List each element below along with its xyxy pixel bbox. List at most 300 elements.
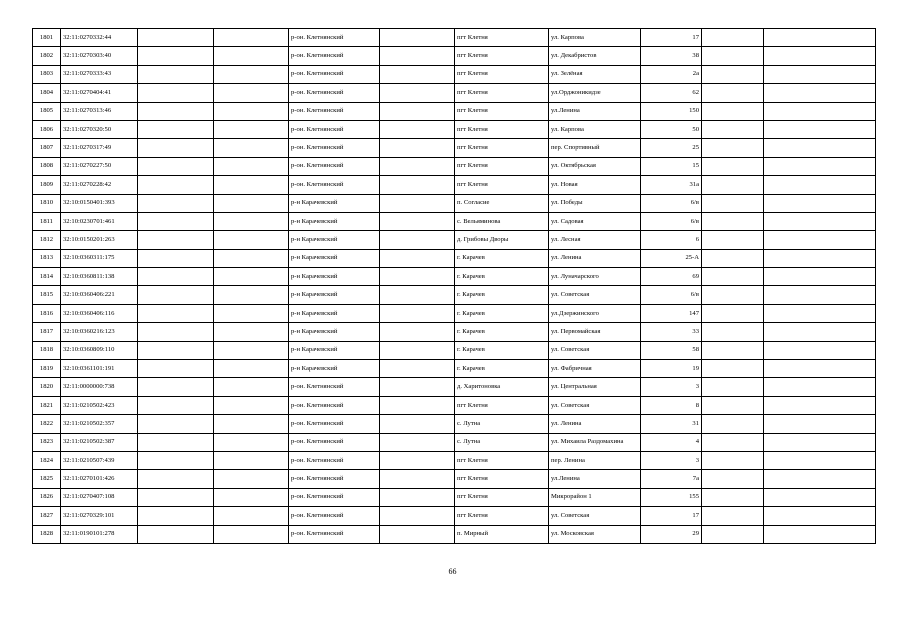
registry-table	[32, 28, 876, 544]
street-cell: ул. Советская	[549, 396, 641, 414]
street-cell: ул.Дзержинского	[549, 304, 641, 322]
empty-cell	[138, 525, 214, 543]
row-number-cell: 1816	[33, 304, 61, 322]
empty-cell	[380, 396, 455, 414]
district-cell: р-он. Клетнянский	[289, 396, 380, 414]
empty-cell	[764, 120, 876, 138]
street-cell: ул. Зелёная	[549, 65, 641, 83]
empty-cell	[764, 323, 876, 341]
district-cell: р-н Карачевский	[289, 268, 380, 286]
empty-cell	[214, 470, 289, 488]
cadastral-number-cell: 32:11:0270333:43	[61, 65, 138, 83]
empty-cell	[214, 488, 289, 506]
row-number-cell: 1809	[33, 176, 61, 194]
empty-cell	[214, 415, 289, 433]
house-number-cell: 15	[641, 157, 702, 175]
empty-cell	[380, 120, 455, 138]
house-number-cell: 6	[641, 231, 702, 249]
table-row	[33, 212, 876, 230]
empty-cell	[702, 415, 764, 433]
street-cell: ул.Орджоникидзе	[549, 84, 641, 102]
table-row	[33, 360, 876, 378]
empty-cell	[702, 268, 764, 286]
cadastral-number-cell: 32:11:0270227:50	[61, 157, 138, 175]
empty-cell	[764, 194, 876, 212]
locality-cell: д. Грибовы Дворы	[455, 231, 549, 249]
district-cell: р-н Карачевский	[289, 360, 380, 378]
locality-cell: пгт Клетня	[455, 84, 549, 102]
empty-cell	[764, 507, 876, 525]
table-row	[33, 304, 876, 322]
locality-cell: пгт Клетня	[455, 451, 549, 469]
empty-cell	[764, 433, 876, 451]
empty-cell	[764, 378, 876, 396]
house-number-cell: 31	[641, 415, 702, 433]
empty-cell	[702, 249, 764, 267]
empty-cell	[214, 341, 289, 359]
empty-cell	[380, 415, 455, 433]
empty-cell	[214, 268, 289, 286]
row-number-cell: 1818	[33, 341, 61, 359]
empty-cell	[380, 286, 455, 304]
cadastral-number-cell: 32:10:0360311:175	[61, 249, 138, 267]
locality-cell: г. Карачев	[455, 304, 549, 322]
empty-cell	[214, 176, 289, 194]
empty-cell	[380, 102, 455, 120]
empty-cell	[138, 286, 214, 304]
table-row	[33, 268, 876, 286]
empty-cell	[702, 194, 764, 212]
street-cell: ул. Ленина	[549, 415, 641, 433]
locality-cell: с. Вельяминова	[455, 212, 549, 230]
house-number-cell: 50	[641, 120, 702, 138]
empty-cell	[214, 194, 289, 212]
empty-cell	[138, 212, 214, 230]
locality-cell: пгт Клетня	[455, 488, 549, 506]
page-number: 66	[448, 567, 457, 576]
empty-cell	[380, 47, 455, 65]
empty-cell	[138, 396, 214, 414]
street-cell: ул. Октябрьская	[549, 157, 641, 175]
row-number-cell: 1814	[33, 268, 61, 286]
district-cell: р-он. Клетнянский	[289, 507, 380, 525]
cadastral-number-cell: 32:11:0000000:738	[61, 378, 138, 396]
street-cell: ул. Луначарского	[549, 268, 641, 286]
empty-cell	[764, 84, 876, 102]
empty-cell	[702, 360, 764, 378]
street-cell: ул.Ленина	[549, 102, 641, 120]
house-number-cell: 25-А	[641, 249, 702, 267]
empty-cell	[214, 525, 289, 543]
empty-cell	[138, 194, 214, 212]
empty-cell	[764, 212, 876, 230]
cadastral-number-cell: 32:11:0190101:278	[61, 525, 138, 543]
empty-cell	[764, 341, 876, 359]
district-cell: р-он. Клетнянский	[289, 84, 380, 102]
row-number-cell: 1807	[33, 139, 61, 157]
district-cell: р-он. Клетнянский	[289, 29, 380, 47]
cadastral-number-cell: 32:10:0361101:191	[61, 360, 138, 378]
street-cell: ул. Декабристов	[549, 47, 641, 65]
table-row	[33, 29, 876, 47]
empty-cell	[764, 47, 876, 65]
locality-cell: г. Карачев	[455, 249, 549, 267]
empty-cell	[764, 249, 876, 267]
district-cell: р-н Карачевский	[289, 212, 380, 230]
empty-cell	[214, 84, 289, 102]
empty-cell	[214, 304, 289, 322]
empty-cell	[764, 29, 876, 47]
empty-cell	[214, 47, 289, 65]
locality-cell: пгт Клетня	[455, 176, 549, 194]
row-number-cell: 1826	[33, 488, 61, 506]
empty-cell	[214, 286, 289, 304]
empty-cell	[214, 29, 289, 47]
empty-cell	[702, 304, 764, 322]
table-row	[33, 84, 876, 102]
street-cell: ул. Московская	[549, 525, 641, 543]
empty-cell	[380, 304, 455, 322]
empty-cell	[764, 470, 876, 488]
empty-cell	[380, 268, 455, 286]
empty-cell	[702, 470, 764, 488]
empty-cell	[764, 488, 876, 506]
house-number-cell: 155	[641, 488, 702, 506]
empty-cell	[380, 323, 455, 341]
row-number-cell: 1804	[33, 84, 61, 102]
locality-cell: пгт Клетня	[455, 396, 549, 414]
empty-cell	[764, 102, 876, 120]
locality-cell: пгт Клетня	[455, 29, 549, 47]
table-row	[33, 470, 876, 488]
empty-cell	[214, 451, 289, 469]
empty-cell	[702, 507, 764, 525]
cadastral-number-cell: 32:11:0270407:108	[61, 488, 138, 506]
house-number-cell: 8	[641, 396, 702, 414]
empty-cell	[138, 84, 214, 102]
empty-cell	[138, 323, 214, 341]
table-row	[33, 65, 876, 83]
table-row	[33, 323, 876, 341]
street-cell: ул. Фабричная	[549, 360, 641, 378]
house-number-cell: 7а	[641, 470, 702, 488]
table-body	[33, 29, 876, 544]
empty-cell	[702, 47, 764, 65]
cadastral-number-cell: 32:11:0210507:439	[61, 451, 138, 469]
empty-cell	[764, 286, 876, 304]
empty-cell	[702, 323, 764, 341]
house-number-cell: 6/в	[641, 194, 702, 212]
street-cell: ул. Карпова	[549, 29, 641, 47]
empty-cell	[380, 470, 455, 488]
cadastral-number-cell: 32:11:0270317:49	[61, 139, 138, 157]
street-cell: ул. Советская	[549, 286, 641, 304]
empty-cell	[702, 341, 764, 359]
table-row	[33, 488, 876, 506]
empty-cell	[702, 396, 764, 414]
locality-cell: г. Карачев	[455, 268, 549, 286]
row-number-cell: 1828	[33, 525, 61, 543]
street-cell: Микрорайон 1	[549, 488, 641, 506]
empty-cell	[380, 65, 455, 83]
empty-cell	[702, 451, 764, 469]
house-number-cell: 31а	[641, 176, 702, 194]
district-cell: р-он. Клетнянский	[289, 139, 380, 157]
row-number-cell: 1805	[33, 102, 61, 120]
empty-cell	[764, 176, 876, 194]
empty-cell	[764, 65, 876, 83]
empty-cell	[214, 231, 289, 249]
district-cell: р-он. Клетнянский	[289, 525, 380, 543]
empty-cell	[764, 360, 876, 378]
table-row	[33, 157, 876, 175]
empty-cell	[380, 433, 455, 451]
cadastral-number-cell: 32:11:0270320:50	[61, 120, 138, 138]
empty-cell	[702, 120, 764, 138]
street-cell: ул. Советская	[549, 507, 641, 525]
district-cell: р-н Карачевский	[289, 323, 380, 341]
house-number-cell: 150	[641, 102, 702, 120]
district-cell: р-он. Клетнянский	[289, 470, 380, 488]
locality-cell: пгт Клетня	[455, 507, 549, 525]
cadastral-number-cell: 32:10:0360811:138	[61, 268, 138, 286]
table-row	[33, 451, 876, 469]
empty-cell	[214, 396, 289, 414]
empty-cell	[702, 65, 764, 83]
empty-cell	[702, 433, 764, 451]
cadastral-number-cell: 32:10:0360809:110	[61, 341, 138, 359]
empty-cell	[138, 507, 214, 525]
house-number-cell: 6/в	[641, 212, 702, 230]
house-number-cell: 29	[641, 525, 702, 543]
locality-cell: г. Карачев	[455, 360, 549, 378]
row-number-cell: 1821	[33, 396, 61, 414]
table-row	[33, 194, 876, 212]
empty-cell	[138, 231, 214, 249]
cadastral-number-cell: 32:11:0210502:423	[61, 396, 138, 414]
locality-cell: с. Лутна	[455, 415, 549, 433]
district-cell: р-н Карачевский	[289, 286, 380, 304]
table-row	[33, 286, 876, 304]
locality-cell: пгт Клетня	[455, 139, 549, 157]
empty-cell	[138, 451, 214, 469]
empty-cell	[702, 525, 764, 543]
empty-cell	[138, 102, 214, 120]
district-cell: р-он. Клетнянский	[289, 120, 380, 138]
street-cell: ул. Первомайская	[549, 323, 641, 341]
empty-cell	[764, 139, 876, 157]
street-cell: ул. Победы	[549, 194, 641, 212]
cadastral-number-cell: 32:10:0150401:393	[61, 194, 138, 212]
cadastral-number-cell: 32:11:0270404:41	[61, 84, 138, 102]
locality-cell: д. Харитоновка	[455, 378, 549, 396]
cadastral-number-cell: 32:11:0270313:46	[61, 102, 138, 120]
empty-cell	[764, 268, 876, 286]
table-row	[33, 341, 876, 359]
table-row	[33, 47, 876, 65]
district-cell: р-он. Клетнянский	[289, 176, 380, 194]
district-cell: р-он. Клетнянский	[289, 433, 380, 451]
district-cell: р-он. Клетнянский	[289, 157, 380, 175]
empty-cell	[702, 157, 764, 175]
street-cell: пер. Ленина	[549, 451, 641, 469]
house-number-cell: 6/в	[641, 286, 702, 304]
empty-cell	[138, 378, 214, 396]
empty-cell	[702, 212, 764, 230]
district-cell: р-н Карачевский	[289, 304, 380, 322]
empty-cell	[380, 29, 455, 47]
row-number-cell: 1825	[33, 470, 61, 488]
empty-cell	[380, 84, 455, 102]
house-number-cell: 17	[641, 507, 702, 525]
district-cell: р-он. Клетнянский	[289, 451, 380, 469]
empty-cell	[214, 212, 289, 230]
district-cell: р-н Карачевский	[289, 194, 380, 212]
empty-cell	[380, 231, 455, 249]
street-cell: ул. Ленина	[549, 249, 641, 267]
locality-cell: с. Лутна	[455, 433, 549, 451]
empty-cell	[764, 451, 876, 469]
district-cell: р-он. Клетнянский	[289, 378, 380, 396]
cadastral-number-cell: 32:10:0360406:221	[61, 286, 138, 304]
table-row	[33, 525, 876, 543]
house-number-cell: 3	[641, 378, 702, 396]
street-cell: ул. Советская	[549, 341, 641, 359]
row-number-cell: 1817	[33, 323, 61, 341]
cadastral-number-cell: 32:11:0270329:101	[61, 507, 138, 525]
street-cell: ул. Карпова	[549, 120, 641, 138]
empty-cell	[214, 507, 289, 525]
table-row	[33, 249, 876, 267]
house-number-cell: 33	[641, 323, 702, 341]
empty-cell	[380, 507, 455, 525]
empty-cell	[138, 268, 214, 286]
empty-cell	[138, 415, 214, 433]
empty-cell	[702, 231, 764, 249]
locality-cell: пгт Клетня	[455, 102, 549, 120]
empty-cell	[380, 139, 455, 157]
empty-cell	[764, 157, 876, 175]
house-number-cell: 17	[641, 29, 702, 47]
row-number-cell: 1819	[33, 360, 61, 378]
empty-cell	[214, 120, 289, 138]
row-number-cell: 1815	[33, 286, 61, 304]
empty-cell	[764, 304, 876, 322]
empty-cell	[702, 102, 764, 120]
empty-cell	[380, 360, 455, 378]
table-row	[33, 102, 876, 120]
locality-cell: г. Карачев	[455, 286, 549, 304]
empty-cell	[702, 176, 764, 194]
house-number-cell: 19	[641, 360, 702, 378]
empty-cell	[380, 341, 455, 359]
empty-cell	[138, 47, 214, 65]
house-number-cell: 58	[641, 341, 702, 359]
table-row	[33, 176, 876, 194]
street-cell: ул. Новая	[549, 176, 641, 194]
empty-cell	[380, 212, 455, 230]
locality-cell: пгт Клетня	[455, 47, 549, 65]
cadastral-number-cell: 32:11:0210502:387	[61, 433, 138, 451]
table-row	[33, 139, 876, 157]
empty-cell	[380, 525, 455, 543]
locality-cell: г. Карачев	[455, 323, 549, 341]
district-cell: р-н Карачевский	[289, 341, 380, 359]
empty-cell	[764, 525, 876, 543]
row-number-cell: 1802	[33, 47, 61, 65]
empty-cell	[380, 157, 455, 175]
row-number-cell: 1808	[33, 157, 61, 175]
table-row	[33, 120, 876, 138]
empty-cell	[214, 378, 289, 396]
cadastral-number-cell: 32:10:0150201:263	[61, 231, 138, 249]
house-number-cell: 4	[641, 433, 702, 451]
empty-cell	[214, 157, 289, 175]
empty-cell	[214, 102, 289, 120]
empty-cell	[138, 65, 214, 83]
empty-cell	[764, 415, 876, 433]
street-cell: ул. Центральная	[549, 378, 641, 396]
table-row	[33, 433, 876, 451]
district-cell: р-он. Клетнянский	[289, 488, 380, 506]
district-cell: р-он. Клетнянский	[289, 65, 380, 83]
cadastral-number-cell: 32:10:0360216:123	[61, 323, 138, 341]
empty-cell	[702, 378, 764, 396]
row-number-cell: 1827	[33, 507, 61, 525]
street-cell: ул. Михаила Раздомахина	[549, 433, 641, 451]
empty-cell	[380, 249, 455, 267]
empty-cell	[702, 139, 764, 157]
street-cell: пер. Спортивный	[549, 139, 641, 157]
house-number-cell: 147	[641, 304, 702, 322]
table-row	[33, 396, 876, 414]
empty-cell	[214, 323, 289, 341]
street-cell: ул. Садовая	[549, 212, 641, 230]
house-number-cell: 38	[641, 47, 702, 65]
empty-cell	[764, 396, 876, 414]
empty-cell	[214, 433, 289, 451]
empty-cell	[138, 433, 214, 451]
row-number-cell: 1820	[33, 378, 61, 396]
empty-cell	[138, 176, 214, 194]
empty-cell	[138, 470, 214, 488]
table-row	[33, 231, 876, 249]
row-number-cell: 1803	[33, 65, 61, 83]
row-number-cell: 1810	[33, 194, 61, 212]
empty-cell	[138, 341, 214, 359]
table-row	[33, 378, 876, 396]
locality-cell: пгт Клетня	[455, 470, 549, 488]
house-number-cell: 62	[641, 84, 702, 102]
locality-cell: г. Карачев	[455, 341, 549, 359]
empty-cell	[214, 249, 289, 267]
empty-cell	[380, 194, 455, 212]
locality-cell: п. Мирный	[455, 525, 549, 543]
table-row	[33, 415, 876, 433]
locality-cell: пгт Клетня	[455, 157, 549, 175]
empty-cell	[702, 286, 764, 304]
row-number-cell: 1823	[33, 433, 61, 451]
empty-cell	[380, 378, 455, 396]
district-cell: р-он. Клетнянский	[289, 47, 380, 65]
empty-cell	[214, 139, 289, 157]
cadastral-number-cell: 32:10:0230701:461	[61, 212, 138, 230]
empty-cell	[138, 360, 214, 378]
street-cell: ул.Ленина	[549, 470, 641, 488]
row-number-cell: 1811	[33, 212, 61, 230]
empty-cell	[138, 249, 214, 267]
cadastral-number-cell: 32:11:0270332:44	[61, 29, 138, 47]
